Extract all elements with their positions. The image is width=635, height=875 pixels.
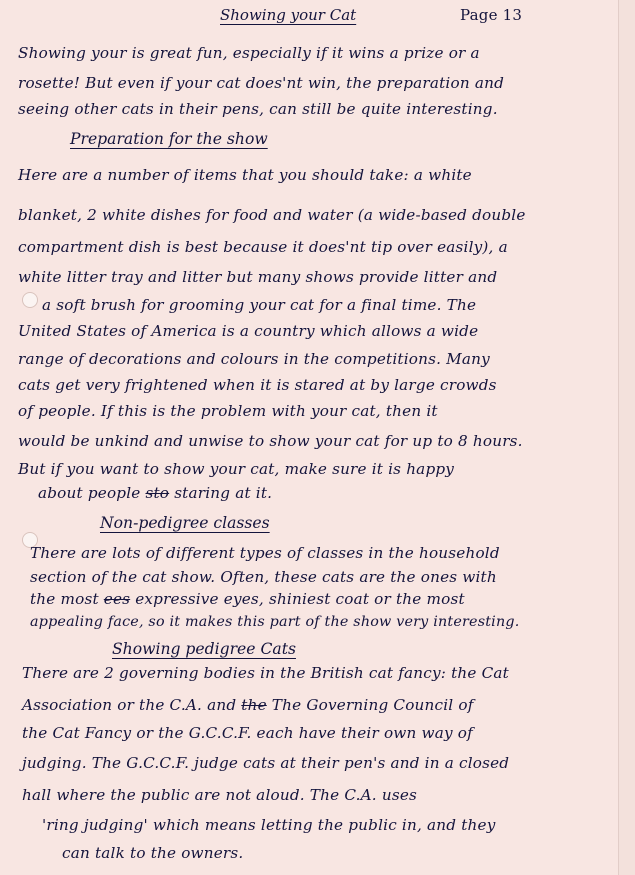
- paragraph-line: hall where the public are not aloud. The C.A. uses: [22, 786, 418, 804]
- intro-line-3: seeing other cats in their pens, can still be quite interesting.: [18, 100, 498, 118]
- paragraph-line: But if you want to show your cat, make sure it is happy: [18, 460, 455, 478]
- paragraph-line: compartment dish is best because it does'nt tip over easily), a: [18, 238, 508, 256]
- section-heading-pedigree: Showing pedigree Cats: [112, 640, 296, 658]
- paragraph-line-with-crossout: [38, 484, 272, 502]
- punch-hole-top: [22, 292, 38, 308]
- paragraph-line: range of decorations and colours in the competitions. Many: [18, 350, 490, 368]
- text-run: staring at it.: [174, 484, 273, 502]
- paragraph-line-with-crossout: [22, 696, 474, 714]
- paragraph-line: There are lots of different types of classes in the household: [30, 544, 500, 562]
- paragraph-line: the Cat Fancy or the G.C.C.F. each have their own way of: [22, 724, 473, 742]
- text-run: about people: [38, 484, 141, 502]
- crossed-out-word: ees: [103, 590, 131, 608]
- crossed-out-word: sto: [145, 484, 170, 502]
- text-run: The Governing Council of: [271, 696, 474, 714]
- intro-line-1: Showing your is great fun, especially if it wins a prize or a: [18, 44, 480, 62]
- text-run: expressive eyes, shiniest coat or the most: [135, 590, 465, 608]
- paragraph-line: a soft brush for grooming your cat for a final time. The: [42, 296, 477, 314]
- intro-line-2: rosette! But even if your cat does'nt win, the preparation and: [18, 74, 505, 92]
- text-run: Association or the C.A. and: [22, 696, 237, 714]
- paragraph-line: cats get very frightened when it is stared at by large crowds: [18, 376, 497, 394]
- paragraph-line: judging. The G.C.C.F. judge cats at their pen's and in a closed: [22, 754, 510, 772]
- paragraph-line: of people. If this is the problem with your cat, then it: [18, 402, 438, 420]
- paragraph-line-with-crossout: [30, 590, 465, 608]
- paragraph-line: can talk to the owners.: [62, 844, 244, 862]
- paragraph-line: Here are a number of items that you should take: a white: [18, 166, 472, 184]
- section-heading-preparation: Preparation for the show: [70, 130, 268, 148]
- paragraph-line: appealing face, so it makes this part of the show very interesting.: [30, 614, 520, 630]
- paragraph-line: United States of America is a country which allows a wide: [18, 322, 479, 340]
- page-number: Page 13: [460, 6, 523, 24]
- paragraph-line: would be unkind and unwise to show your cat for up to 8 hours.: [18, 432, 523, 450]
- paragraph-line: blanket, 2 white dishes for food and water (a wide-based double: [18, 206, 526, 224]
- section-heading-non-pedigree: Non-pedigree classes: [100, 514, 270, 532]
- page-title: Showing your Cat: [220, 6, 357, 24]
- crossed-out-word: the: [241, 696, 267, 714]
- paragraph-line: section of the cat show. Often, these cats are the ones with: [30, 568, 497, 586]
- paragraph-line: white litter tray and litter but many shows provide litter and: [18, 268, 498, 286]
- paragraph-line: 'ring judging' which means letting the public in, and they: [42, 816, 496, 834]
- paragraph-line: There are 2 governing bodies in the British cat fancy: the Cat: [22, 664, 509, 682]
- text-run: the most: [30, 590, 99, 608]
